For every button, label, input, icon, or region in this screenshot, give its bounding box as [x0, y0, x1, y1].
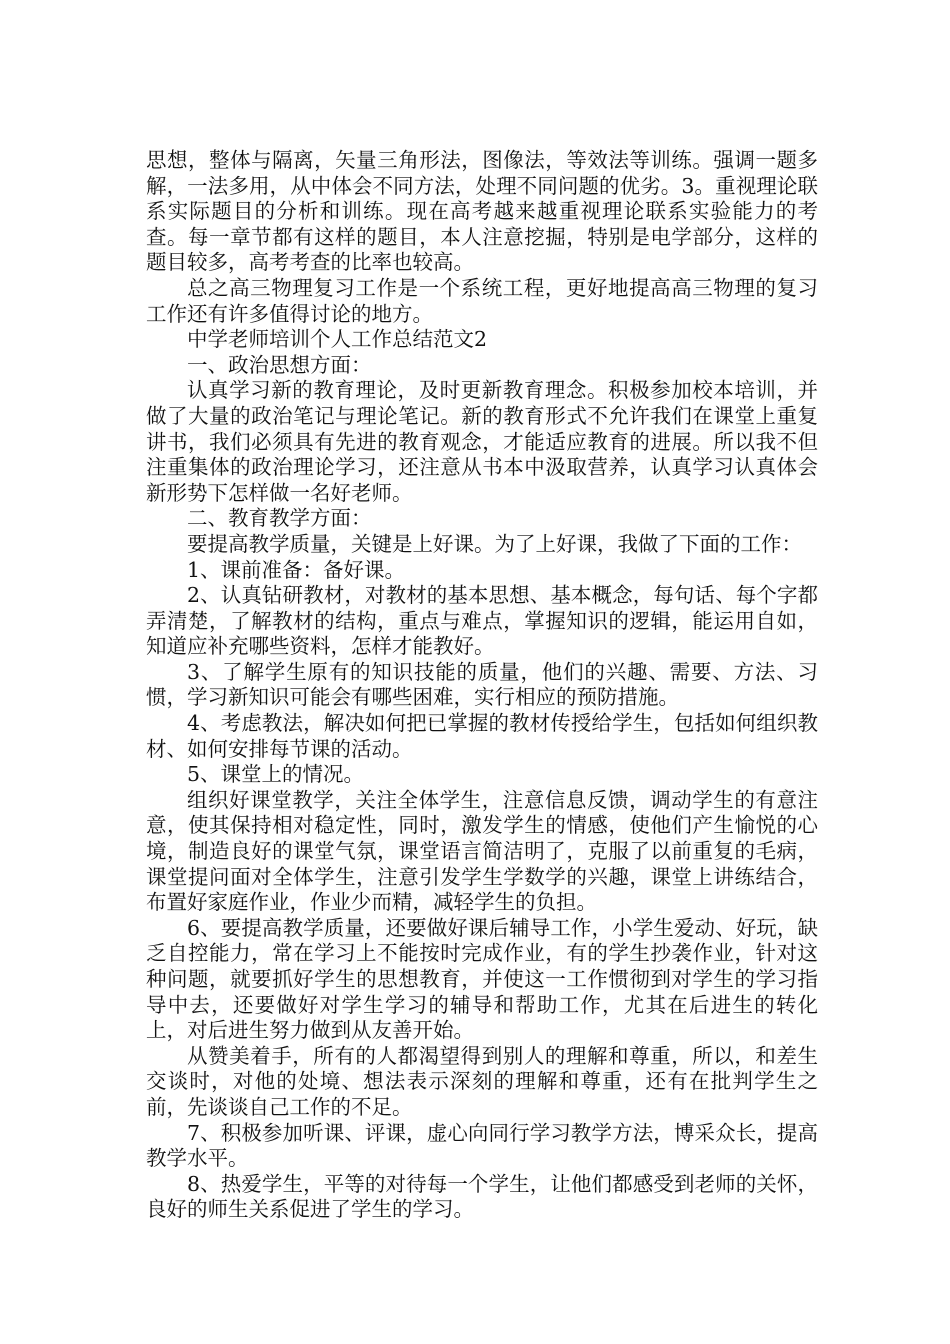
- paragraph-praise: 从赞美着手，所有的人都渴望得到别人的理解和尊重，所以，和差生交谈时，对他的处境、想法表示深刻的理解和尊重，还有在批判学生之前，先谈谈自己工作的不足。: [146, 1043, 818, 1119]
- list-item-4: 4、考虑教法，解决如何把已掌握的教材传授给学生，包括如何组织教材、如何安排每节课的活动。: [146, 711, 818, 761]
- list-item-3: 3、了解学生原有的知识技能的质量，他们的兴趣、需要、方法、习惯，学习新知识可能会有哪些困难，实行相应的预防措施。: [146, 659, 818, 710]
- paragraph-classroom: 组织好课堂教学，关注全体学生，注意信息反馈，调动学生的有意注意，使其保持相对稳定性，同时，激发学生的情感，使他们产生愉悦的心境，制造良好的课堂气氛，课堂语言简洁明了，克服了以前重复的毛病，课堂提问面对全体学生，注意引发学生学数学的兴趣，课堂上讲练结合，布置好家庭作业，作业少而精，减轻学生的负担。: [146, 787, 818, 915]
- list-item-8: 8、热爱学生，平等的对待每一个学生，让他们都感受到老师的关怀，良好的师生关系促进了学生的学习。: [146, 1171, 818, 1222]
- document-body: [146, 148, 818, 1223]
- list-item-5: 5、课堂上的情况。: [187, 762, 365, 787]
- list-item-6: 6、要提高教学质量，还要做好课后辅导工作，小学生爱动、好玩，缺乏自控能力，常在学习上不能按时完成作业，有的学生抄袭作业，针对这种问题，就要抓好学生的思想教育，并使这一工作惯彻到对学生的学习指导中去，还要做好对学生学习的辅导和帮助工作，尤其在后进生的转化上，对后进生努力做到从友善开始。: [146, 915, 818, 1043]
- paragraph-political-thought: 认真学习新的教育理论，及时更新教育理念。积极参加校本培训，并做了大量的政治笔记与理论笔记。新的教育形式不允许我们在课堂上重复讲书，我们必须具有先进的教育观念，才能适应教育的进展。所以我不但注重集体的政治理论学习，还注意从书本中汲取营养，认真学习认真体会新形势下怎样做一名好老师。: [146, 378, 818, 505]
- heading-education-teaching: 二、教育教学方面：: [187, 506, 372, 531]
- paragraph-conclusion: 总之高三物理复习工作是一个系统工程，更好地提高高三物理的复习工作还有许多值得讨论的地方。: [146, 275, 818, 326]
- list-item-1: 1、课前准备：备好课。: [187, 557, 406, 582]
- list-item-2: 2、认真钻研教材，对教材的基本思想、基本概念，每句话、每个字都弄清楚，了解教材的结构，重点与难点，掌握知识的逻辑，能运用自如，知道应补充哪些资料，怎样才能教好。: [146, 583, 818, 659]
- paragraph-teaching-intro: 要提高教学质量，关键是上好课。为了上好课，我做了下面的工作：: [187, 531, 802, 556]
- section-title: 中学老师培训个人工作总结范文2: [187, 327, 488, 352]
- heading-political-thought: 一、政治思想方面：: [187, 352, 372, 377]
- paragraph-continuation: 思想，整体与隔离，矢量三角形法，图像法，等效法等训练。强调一题多解，一法多用，从中体会不同方法，处理不同问题的优劣。3。重视理论联系实际题目的分析和训练。现在高考越来越重视理论联系实验能力的考查。每一章节都有这样的题目，本人注意挖掘，特别是电学部分，这样的题目较多，高考考查的比率也较高。: [146, 148, 818, 275]
- list-item-7: 7、积极参加听课、评课，虚心向同行学习教学方法，博采众长，提高教学水平。: [146, 1120, 818, 1171]
